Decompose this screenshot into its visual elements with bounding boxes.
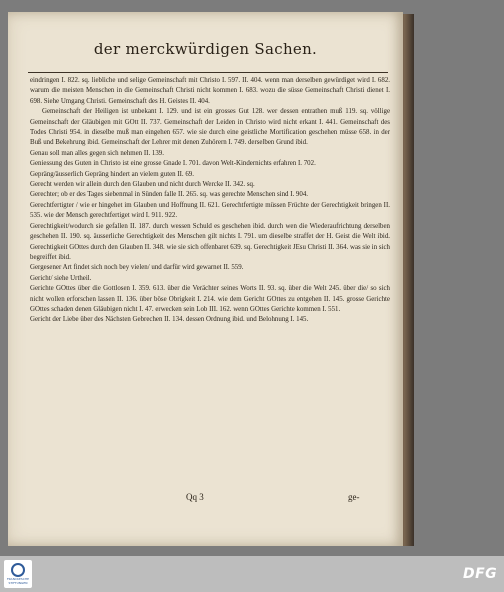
- index-entry: Geniessung des Guten in Christo ist eine grosse Gnade I. 701. davon Welt-Kindernichts erfahren I. 702.: [30, 160, 316, 168]
- index-entry: Genau soll man alles gegen sich nehmen II. 139.: [30, 149, 164, 157]
- index-entry: Gergesener Art findet sich noch bey vielen/ und darfür wird gewarnet II. 559.: [30, 264, 244, 272]
- index-entry: Gericht der Liebe über des Nächsten Gebrechen II. 134. dessen Ordnung ibid. und Belohnung I. 145.: [30, 316, 309, 324]
- running-head: der merckwürdigen Sachen.: [93, 40, 318, 58]
- index-entry: Gerechtigkeit/wodurch sie gefallen II. 187. durch wessen Schuld es geschehen ibid. durch wen die Wiederaufrichtung derselben geschehen II. 190. sq. äusserliche Gerechtigkeit des Menschen gilt nichts I. 791. um dieselbe straffet der H. Geist die Welt ibid. Gerechtigkeit GOttes durch den Glauben II. 348. wie sie sich offenbaret 639. sq. Gerechtigkeit JEsu Christi II. 364. was sie in sich begreiffet ibid.: [30, 222, 390, 261]
- library-emblem-icon: [11, 563, 25, 577]
- index-entry: Gerechtfertigter / wie er hingehet im Glauben und Hoffnung II. 621. Gerechtfertigte müssen Früchte der Gerechtigkeit bringen II. 535. wie der Mensch gerechtfertiget wird I. 911. 922.: [30, 201, 390, 220]
- viewer-footer-bar: [0, 556, 504, 592]
- header-rule: [28, 72, 388, 73]
- book-page: [8, 12, 403, 546]
- index-entry: Gemeinschaft der Heiligen ist unbekant I. 129. und ist ein grosses Gut 128. wer dessen entrathen muß 119. sq. völlige Gemeinschaft der Gläubigen mit GOtt II. 737. Gemeinschaft der Leiden in Christo wird nicht erkant I. 441. Gemeinschaft des Todes Christi 954. in dieselbe muß man eingehen 657. wie sie durch eine geistliche Mortification geschehen müsse 658. in der Buß und Bekehrung ibid. Gemeinschaft der Lehrer mit denen Zuhörern I. 749. derselben Grund ibid.: [30, 108, 390, 147]
- index-entry: eindringen I. 822. sq. liebliche und selige Gemeinschaft mit Christo I. 597. II. 404. wenn man derselben gewürdiget wird I. 682. warum die meisten Menschen in die Gemeinschaft Christi nicht kommen I. 683. wozu die süsse Gemeinschaft Christi dienet I. 698. Siehe Umgang Christi. Gemeinschaft des H. Geistes II. 404.: [30, 77, 390, 105]
- library-logo[interactable]: [4, 560, 32, 588]
- index-entry: Gepräng/äusserlich Gepräng hindert an vielem guten II. 69.: [30, 170, 194, 178]
- dfg-logo[interactable]: DFG: [463, 566, 498, 582]
- library-logo-text: FRANCKESCHE STIFTUNGEN: [6, 577, 30, 585]
- index-entry: Gerecht werden wir allein durch den Glauben und nicht durch Wercke II. 342. sq.: [30, 181, 255, 189]
- index-entry: Gericht/ siehe Urtheil.: [30, 274, 92, 282]
- signature-mark: Qq 3: [186, 492, 204, 502]
- index-body: [30, 76, 390, 326]
- page-footer: [8, 492, 403, 506]
- index-entry: Gerechter; ob er des Tages siebenmal in Sünden falle II. 265. sq. was gerechte Menschen sind I. 904.: [30, 191, 308, 199]
- catchword: ge-: [348, 492, 360, 502]
- index-entry: Gerichte GOttes über die Gottlosen I. 359. 613. über die Verächter seines Worts II. 93. sq. über die Welt 245. über die/ so sich nicht wollen erforschen lassen II. 136. über böse Obrigkeit I. 214. wie dem Gericht GOttes zu entgehen II. 145. grosse Gerichte GOttes schaden denen Gläubigen nicht I. 47. erwecken sein Lob III. 162. wenn GOttes Gerichte kommen I. 551.: [30, 285, 390, 313]
